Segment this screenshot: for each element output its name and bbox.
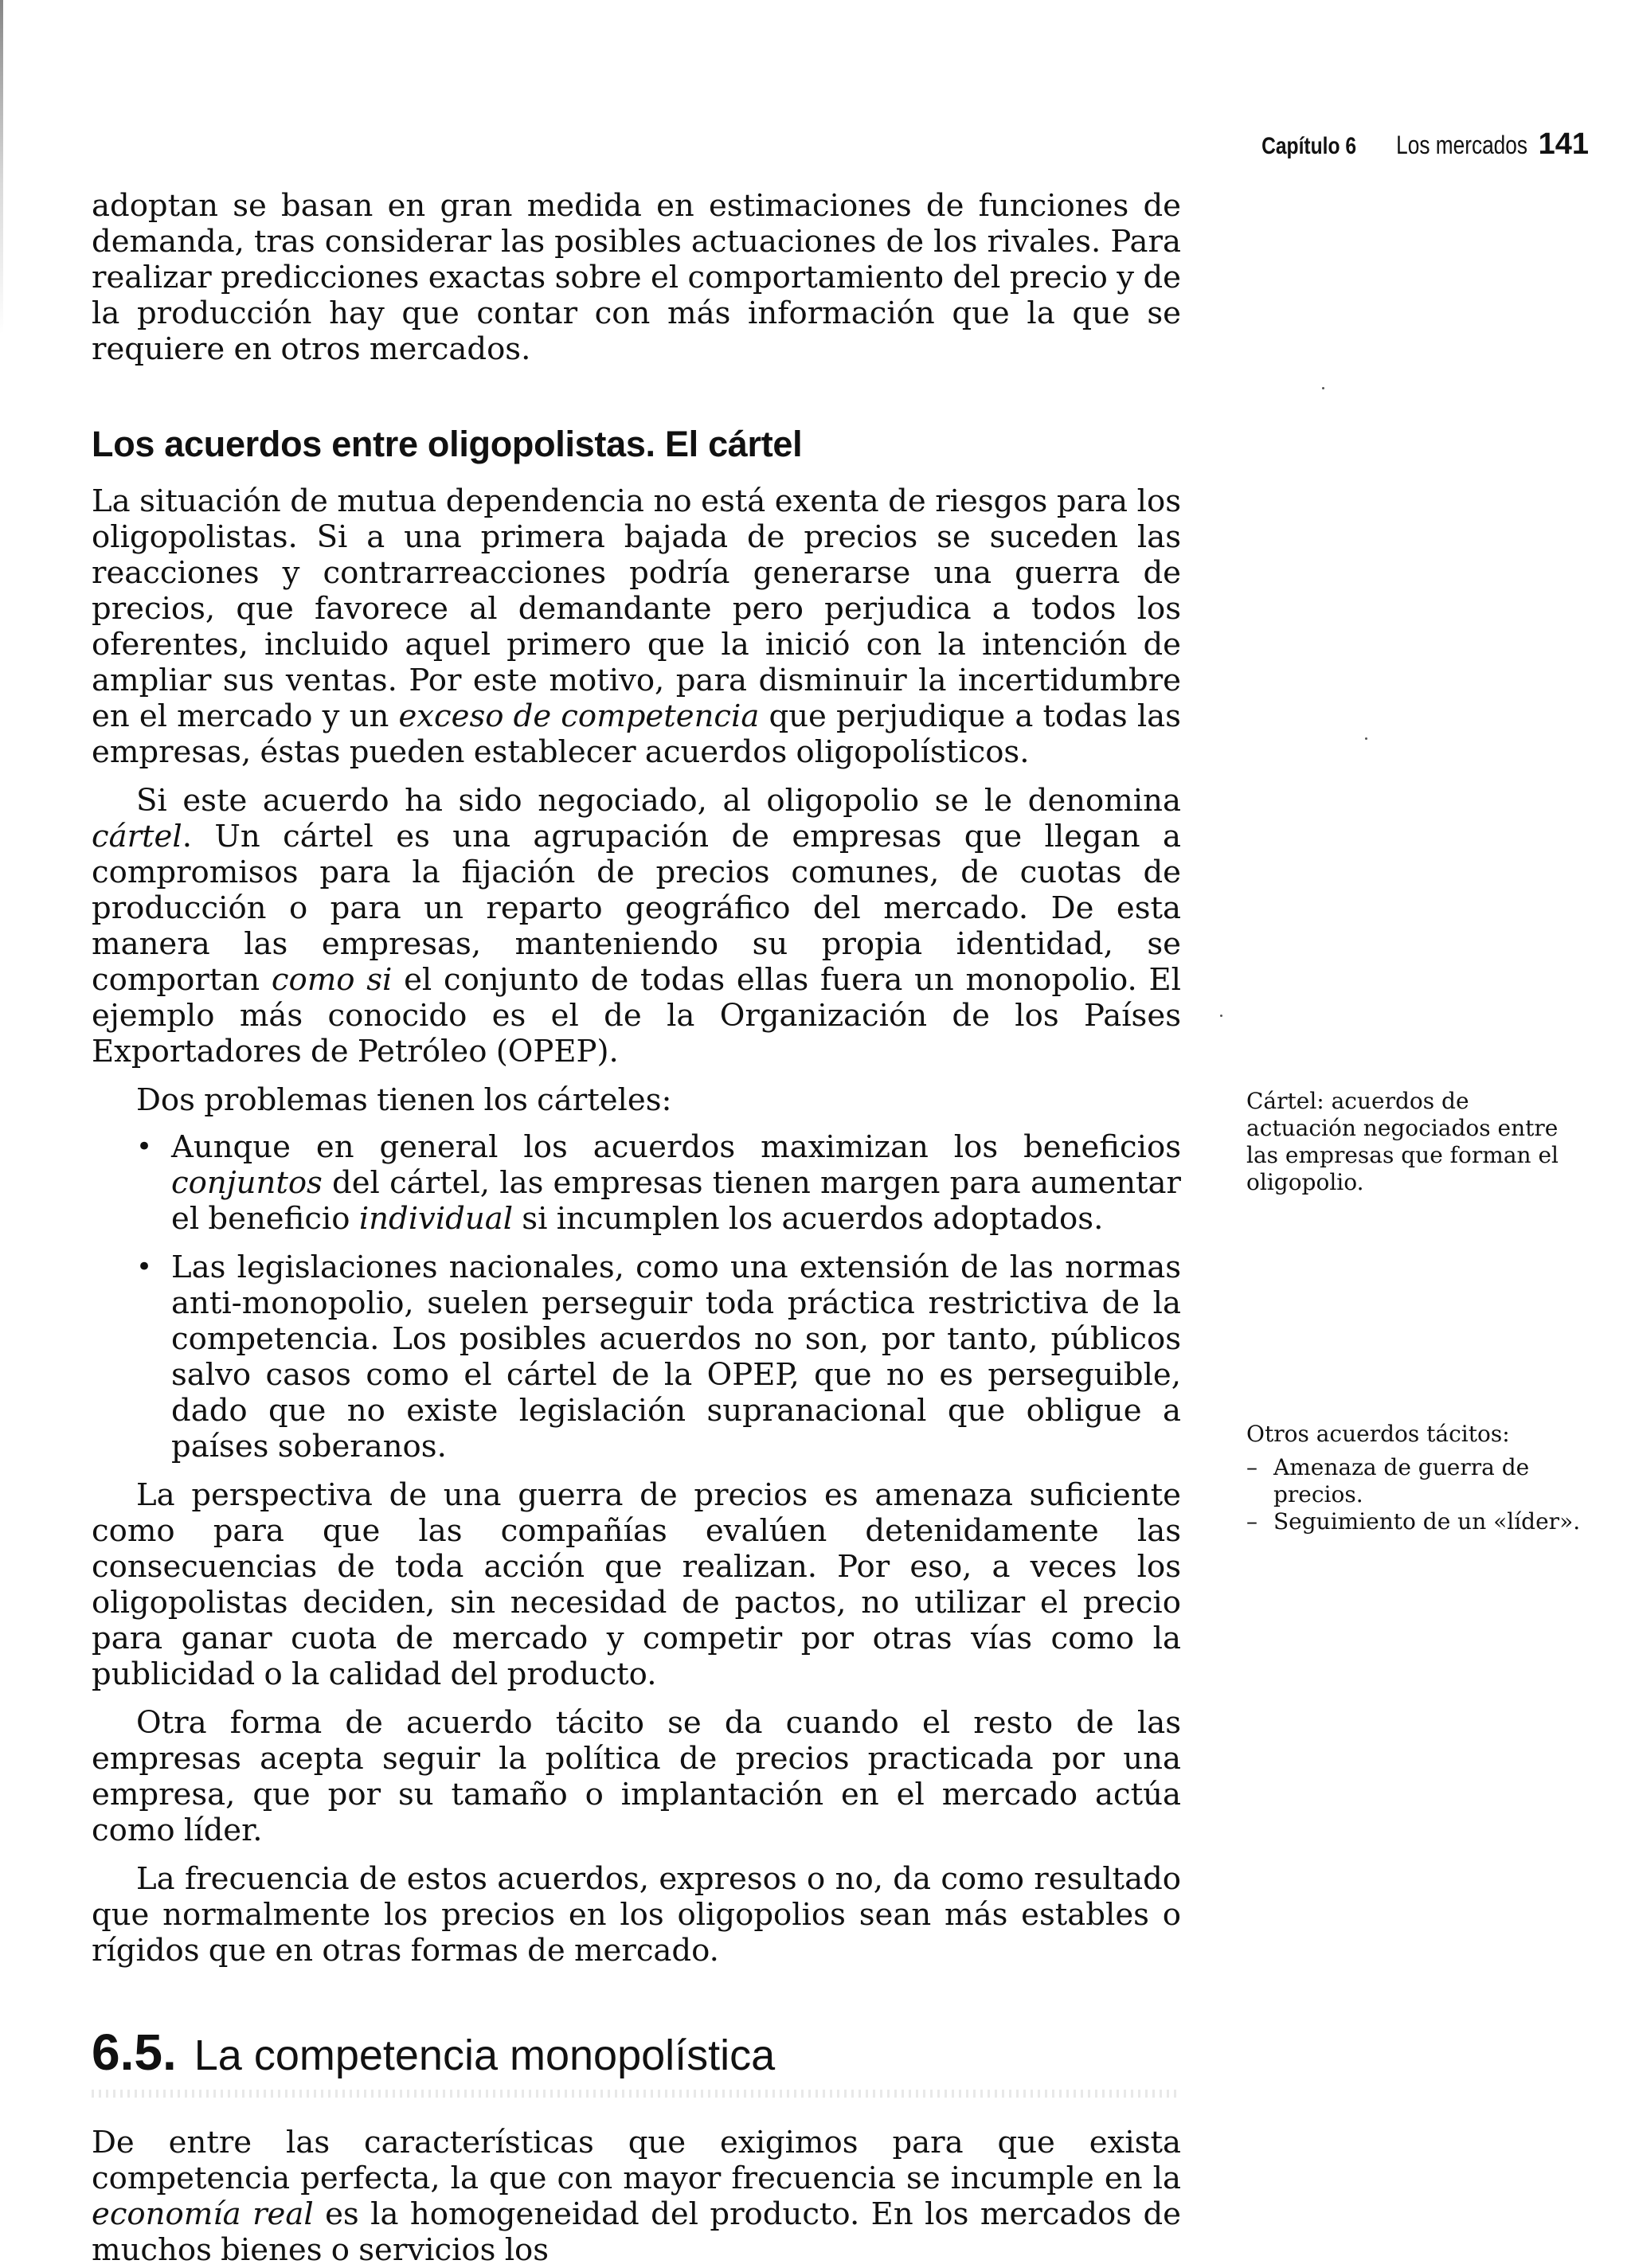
paragraph-2 (92, 783, 1181, 1069)
paragraph-2-text-c: el conjunto de todas ellas fuera un monopolio. El ejemplo más conocido es el de la Organización de los Países Exportadores de Petróleo (OPEP). (92, 962, 1181, 1069)
paragraph-2-emphasis-como-si: como si (271, 962, 393, 998)
paragraph-7 (92, 2125, 1181, 2268)
running-head-chapter: Capítulo 6 (1261, 133, 1356, 159)
scan-speck (1365, 737, 1367, 740)
bullet-item-2 (92, 1249, 1181, 1464)
subsection-heading: Los acuerdos entre oligopolistas. El cártel (92, 424, 803, 464)
paragraph-1-text-a: La situación de mutua dependencia no está exenta de riesgos para los oligopolistas. Si a una primera bajada de precios se suceden las reacciones y contrarreacciones podría generarse una guerra de precios, que favorece al demandante pero perjudica a todos los oferentes, incluido aquel primero que la inició con la intención de ampliar sus ventas. Por este motivo, para disminuir la incertidumbre en el mercado y un (92, 483, 1181, 734)
paragraph-6: La frecuencia de estos acuerdos, expresos o no, da como resultado que normalmente los precios en los oligopolios sean más estables o rígidos que en otras formas de mercado. (92, 1861, 1181, 1969)
bullet-1-text-a: Aunque en general los acuerdos maximizan los beneficios (171, 1129, 1181, 1165)
paragraph-1-emphasis: exceso de competencia (398, 698, 760, 734)
running-head-section: Los mercados (1395, 131, 1527, 159)
scan-speck (1322, 387, 1324, 389)
margin-note-item-2 (1246, 1508, 1581, 1535)
margin-note-cartel: Cártel: acuerdos de actuación negociados entre las empresas que forman el oligopolio. (1246, 1088, 1559, 1195)
bullet-symbol: • (136, 1251, 153, 1283)
paragraph-1 (92, 483, 1181, 770)
paragraph-7-text-a: De entre las características que exigimos para que exista competencia perfecta, la que con mayor frecuencia se incumple en la (92, 2125, 1181, 2196)
bullet-2-text: Las legislaciones nacionales, como una extensión de las normas anti-monopolio, suelen perseguir toda práctica restrictiva de la competencia. Los posibles acuerdos no son, por tanto, públicos salvo casos como el cártel de la OPEP, que no es perseguible, dado que no existe legislación supranacional que obligue a países soberanos. (171, 1249, 1181, 1464)
paragraph-2-emphasis-cartel: cártel (92, 819, 182, 854)
paragraph-5: Otra forma de acuerdo tácito se da cuando el resto de las empresas acepta seguir la política de precios practicada por una empresa, que por su tamaño o implantación en el mercado actúa como líder. (92, 1705, 1181, 1848)
section-divider (92, 2090, 1181, 2098)
section-number: 6.5. (92, 2024, 177, 2081)
paragraph-1-text-b: que perjudique a todas las empresas, éstas pueden establecer acuerdos oligopolísticos. (92, 698, 1181, 770)
margin-note-list (1246, 1454, 1581, 1535)
scan-edge-shadow (0, 0, 3, 334)
margin-note-item-2-text: Seguimiento de un «líder». (1273, 1508, 1581, 1535)
bullet-list (92, 1129, 1181, 1464)
paragraph-2-text-b: . Un cártel es una agrupación de empresas que llegan a compromisos para la fijación de precios comunes, de cuotas de producción o para un reparto geográfico del mercado. De esta manera las empresas, manteniendo su propia identidad, se comportan (92, 819, 1181, 998)
paragraph-3: Dos problemas tienen los cárteles: (136, 1082, 672, 1118)
bullet-symbol: • (136, 1131, 153, 1163)
margin-note-item-1 (1246, 1454, 1581, 1508)
bullet-1-emphasis-conjuntos: conjuntos (171, 1165, 323, 1201)
main-text-column (92, 188, 1181, 2268)
margin-note-tacit-agreements (1246, 1421, 1581, 1535)
dash-symbol: – (1246, 1508, 1257, 1535)
paragraph-4: La perspectiva de una guerra de precios es amenaza suficiente como para que las compañías evalúen detenidamente las consecuencias de toda acción que realizan. Por eso, a veces los oligopolistas deciden, sin necesidad de pactos, no utilizar el precio para ganar cuota de mercado y competir por otras vías como la publicidad o la calidad del producto. (92, 1477, 1181, 1692)
section-title: La competencia monopolística (194, 2031, 776, 2079)
bullet-item-1 (92, 1129, 1181, 1237)
bullet-1-text-b: del cártel, las empresas tienen margen para aumentar el beneficio (171, 1165, 1181, 1237)
running-head (1225, 127, 1589, 162)
page-number: 141 (1538, 127, 1589, 161)
margin-note-title: Otros acuerdos tácitos: (1246, 1421, 1510, 1447)
paragraph-7-emphasis: economía real (92, 2196, 314, 2232)
scan-speck (1220, 1015, 1222, 1017)
paragraph-2-text-a: Si este acuerdo ha sido negociado, al oligopolio se le denomina (136, 783, 1181, 819)
bullet-1-emphasis-individual: individual (358, 1201, 514, 1237)
paragraph-7-text-b: es la homogeneidad del producto. En los mercados de muchos bienes o servicios los (92, 2196, 1181, 2268)
paragraph-intro: adoptan se basan en gran medida en estimaciones de funciones de demanda, tras considerar las posibles actuaciones de los rivales. Para realizar predicciones exactas sobre el comportamiento del precio y de la producción hay que contar con más información que la que se requiere en otros mercados. (92, 188, 1181, 367)
dash-symbol: – (1246, 1454, 1257, 1480)
section-heading (92, 2023, 1181, 2081)
margin-note-item-1-text: Amenaza de guerra de precios. (1273, 1454, 1530, 1507)
bullet-1-text-c: si incumplen los acuerdos adoptados. (513, 1201, 1104, 1237)
